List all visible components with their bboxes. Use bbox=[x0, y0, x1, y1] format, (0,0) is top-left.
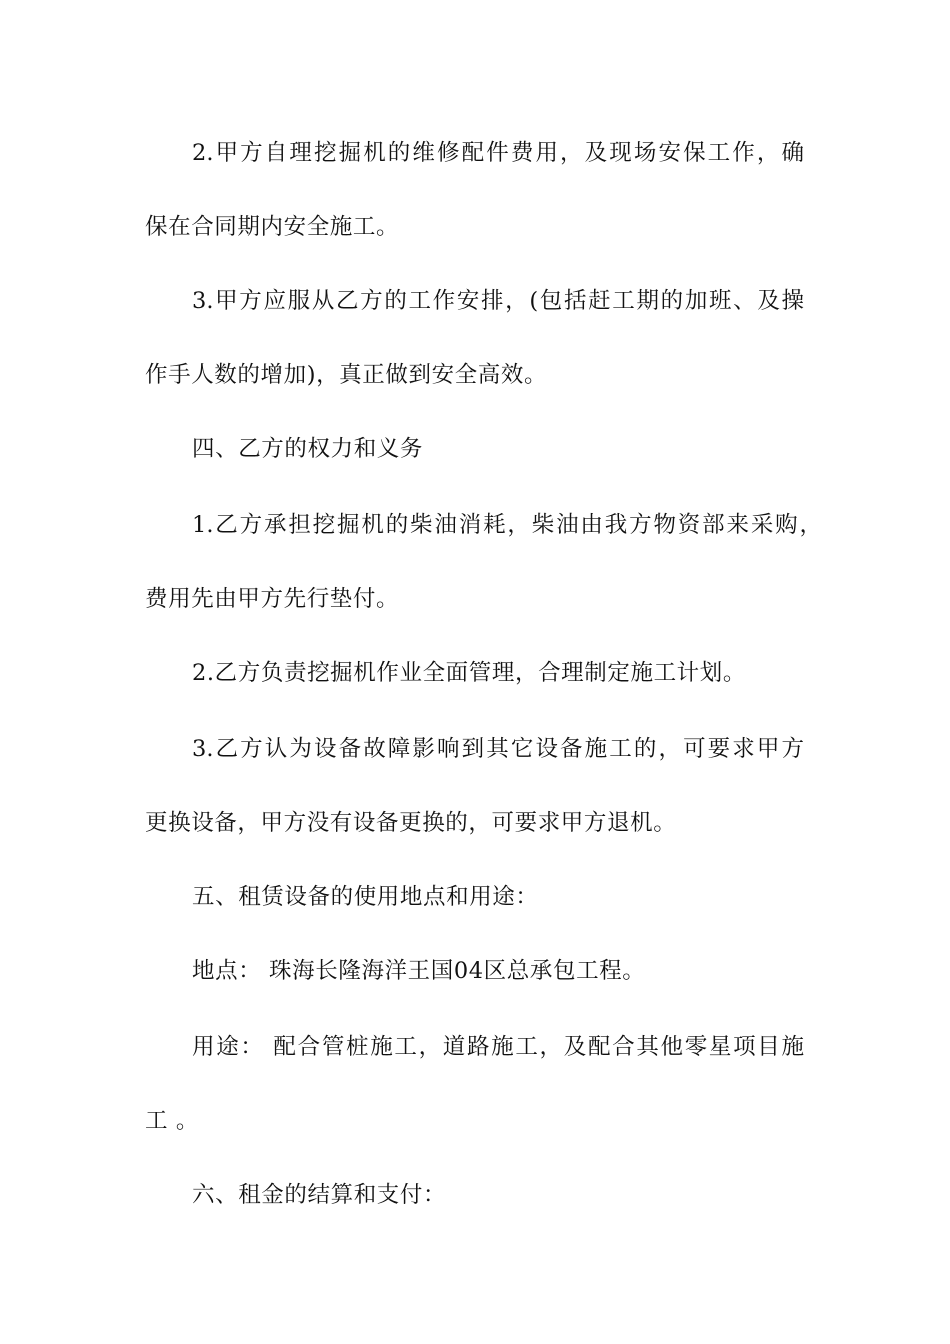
paragraph-line: 地点： 珠海长隆海洋王国04区总承包工程。 bbox=[192, 958, 646, 984]
section-heading: 六、租金的结算和支付： bbox=[192, 1182, 447, 1208]
paragraph-line: 2.乙方负责挖掘机作业全面管理，合理制定施工计划。 bbox=[192, 660, 746, 686]
paragraph-line: 更换设备，甲方没有设备更换的，可要求甲方退机。 bbox=[145, 810, 677, 836]
section-heading: 四、乙方的权力和义务 bbox=[192, 436, 424, 462]
paragraph-line: 3.乙方认为设备故障影响到其它设备施工的，可要求甲方 bbox=[192, 736, 804, 762]
paragraph-line: 1.乙方承担挖掘机的柴油消耗，柴油由我方物资部来采购， bbox=[192, 512, 822, 538]
paragraph-line: 2.甲方自理挖掘机的维修配件费用，及现场安保工作，确 bbox=[192, 140, 804, 166]
paragraph-line: 作手人数的增加)，真正做到安全高效。 bbox=[145, 362, 548, 388]
paragraph-line: 3.甲方应服从乙方的工作安排，(包括赶工期的加班、及操 bbox=[192, 288, 804, 314]
section-heading: 五、租赁设备的使用地点和用途： bbox=[192, 884, 539, 910]
paragraph-line: 费用先由甲方先行垫付。 bbox=[145, 586, 400, 612]
paragraph-line: 工 。 bbox=[145, 1108, 199, 1134]
paragraph-line: 用途： 配合管桩施工，道路施工，及配合其他零星项目施 bbox=[192, 1034, 804, 1060]
paragraph-line: 保在合同期内安全施工。 bbox=[145, 214, 400, 240]
